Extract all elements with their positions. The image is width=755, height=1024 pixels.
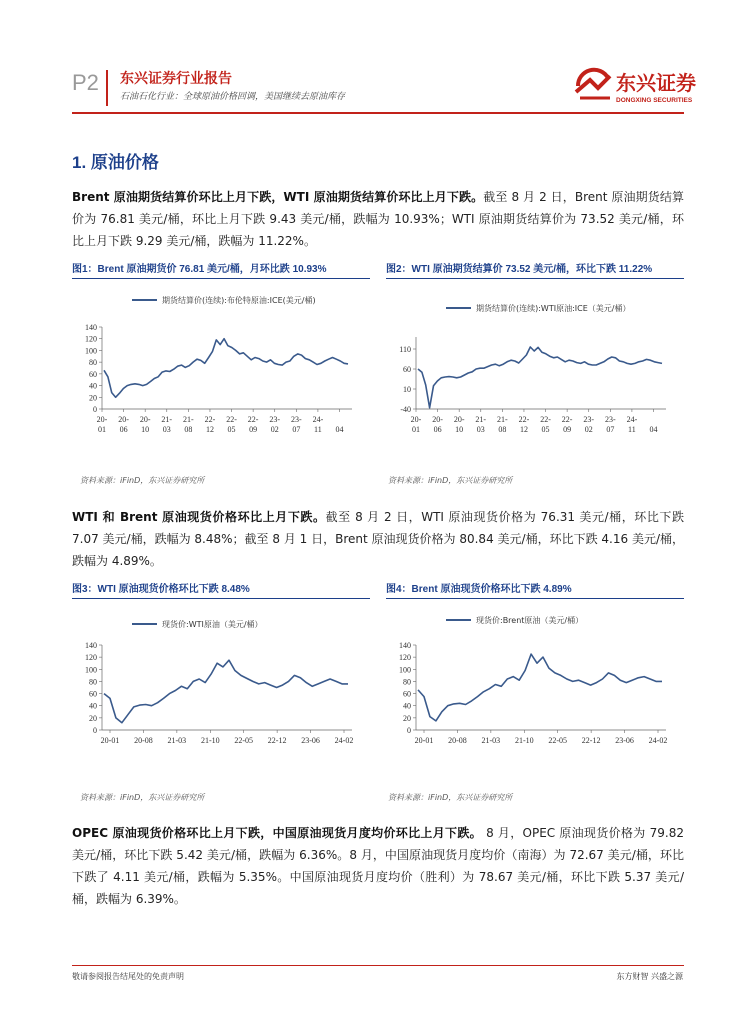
logo-mark-icon: [576, 70, 610, 98]
y-tick-label: 20: [89, 713, 97, 723]
paragraph-futures: [72, 186, 684, 252]
paragraph-opec-lead: OPEC 原油现货价格环比上月下跌，中国原油现货月度均价环比上月下跌。: [72, 826, 482, 840]
y-tick-label: 140: [85, 641, 97, 650]
figure-3-caption: 图3：WTI 原油现货价格环比下跌 8.48%: [72, 584, 250, 595]
y-tick-label: 100: [399, 665, 411, 675]
x-tick-label: 20-08: [134, 736, 153, 745]
y-tick-label: 110: [399, 345, 411, 354]
x-tick-label-month: 01: [98, 425, 106, 434]
x-tick-label-month: 01: [412, 425, 420, 434]
report-subtitle: 石油石化行业：全球原油价格回调，美国继续去原油库存: [120, 92, 346, 102]
x-tick-label: 22-05: [548, 736, 568, 745]
paragraph-opec: [72, 822, 684, 910]
y-tick-label: 140: [85, 323, 97, 332]
paragraph-spot-body: 截至 8 月 2 日，WTI 原油现货价格为 76.31 美元/桶，环比下跌 7.07 美元/桶，跌幅为 8.48%；截至 8 月 1 日，Brent 原油现货价格为 80.84 美元/桶，环比下跌 4.16 美元/桶，跌幅为 4.89%。: [72, 510, 684, 568]
x-tick-label-year: 22-: [226, 415, 237, 424]
x-tick-label-month: 03: [476, 425, 485, 434]
figure-4-source: 资料来源：iFinD，东兴证券研究所: [388, 793, 513, 802]
x-tick-label-month: 02: [584, 425, 593, 434]
figure-2-caption: 图2：WTI 原油期货结算价 73.52 美元/桶，环比下跌 11.22%: [386, 264, 653, 275]
figure-1-caption: 图1：Brent 原油期货价 76.81 美元/桶，月环比跌 10.93%: [72, 264, 327, 275]
x-tick-label-month: 11: [628, 425, 636, 434]
series-line: [104, 660, 348, 723]
y-tick-label: 60: [403, 365, 411, 374]
x-tick-label-month: 12: [519, 425, 528, 434]
x-tick-label: 20-01: [414, 736, 434, 745]
y-tick-label: 60: [89, 369, 97, 379]
chart-wti-futures: [386, 285, 684, 445]
y-tick-label: 60: [403, 689, 411, 699]
paragraph-opec-body: 8 月，OPEC 原油现货价格为 79.82 美元/桶，环比下跌 5.42 美元/桶，跌幅为 6.36%。8 月，中国原油现货月度均价（南海）为 72.67 美元/桶，环比下跌了 4.11 美元/桶，跌幅为 5.35%。中国原油现货月度均价（胜利）为 78.67 美元/桶，环比下跌 5.37 美元/桶，跌幅为 6.39%。: [72, 826, 685, 906]
x-tick-label-year: 22-: [518, 415, 530, 424]
y-tick-label: 60: [89, 689, 97, 699]
x-tick-label-month: 04: [649, 425, 658, 434]
x-tick-label-year: 20-: [432, 415, 443, 424]
figure-3-rule: [72, 598, 370, 599]
x-tick-label: 22-05: [234, 736, 254, 745]
figure-3-source: 资料来源：iFinD，东兴证券研究所: [80, 793, 205, 802]
series-line: [418, 654, 662, 721]
x-tick-label-year: 22-: [540, 415, 551, 424]
x-tick-label: 22-12: [581, 736, 601, 745]
x-tick-label-month: 03: [162, 425, 171, 434]
x-tick-label: 21-10: [200, 736, 220, 745]
y-tick-label: 40: [89, 381, 97, 391]
y-tick-label: 100: [85, 665, 97, 675]
y-tick-label: 20: [403, 713, 411, 723]
page-number: P2: [72, 70, 99, 95]
figure-1-rule: [72, 278, 370, 279]
x-tick-label-month: 06: [433, 425, 442, 434]
x-tick-label-year: 20-: [410, 415, 422, 424]
x-tick-label-month: 09: [249, 425, 258, 434]
x-tick-label-month: 11: [314, 425, 322, 434]
x-tick-label-month: 12: [205, 425, 214, 434]
x-tick-label-year: 21-: [183, 415, 194, 424]
x-tick-label-year: 22-: [247, 415, 259, 424]
x-tick-label-year: 20-: [139, 415, 151, 424]
x-tick-label-year: 23-: [604, 415, 616, 424]
y-tick-label: 120: [85, 653, 97, 663]
y-tick-label: 0: [93, 726, 97, 735]
x-tick-label: 21-03: [167, 736, 187, 745]
x-tick-label: 24-02: [648, 736, 668, 745]
x-tick-label: 20-08: [448, 736, 467, 745]
x-tick-label-year: 24-: [626, 415, 638, 424]
dongxing-logo: [570, 58, 720, 108]
x-tick-label-year: 20-: [453, 415, 465, 424]
logo-en: DONGXING SECURITIES: [616, 97, 693, 104]
x-tick-label-year: 24-: [312, 415, 324, 424]
x-tick-label-month: 07: [606, 425, 615, 434]
x-tick-label-year: 20-: [96, 415, 108, 424]
section-title: 1. 原油价格: [72, 153, 159, 172]
x-tick-label-year: 21-: [161, 415, 173, 424]
y-tick-label: 140: [399, 641, 411, 650]
legend-label: 期货结算价(连续):WTI原油:ICE（美元/桶）: [476, 304, 631, 313]
y-tick-label: 80: [89, 358, 97, 368]
figure-2-source: 资料来源：iFinD，东兴证券研究所: [388, 476, 513, 485]
figure-4-rule: [386, 598, 684, 599]
header-divider: [106, 70, 108, 106]
x-tick-label-year: 21-: [475, 415, 487, 424]
report-title: 东兴证券行业报告: [120, 71, 232, 87]
y-tick-label: 0: [93, 405, 97, 414]
x-tick-label-year: 23-: [269, 415, 281, 424]
y-tick-label: 120: [399, 653, 411, 663]
header-rule: [72, 112, 684, 114]
x-tick-label-month: 02: [270, 425, 279, 434]
legend-label: 现货价:WTI原油（美元/桶）: [162, 620, 263, 629]
x-tick-label-month: 10: [141, 425, 150, 434]
x-tick-label-year: 23-: [583, 415, 595, 424]
x-tick-label-year: 21-: [497, 415, 508, 424]
x-tick-label: 20-01: [100, 736, 120, 745]
series-line: [104, 339, 348, 398]
y-tick-label: 40: [89, 701, 97, 711]
x-tick-label-month: 06: [119, 425, 128, 434]
x-tick-label: 23-06: [301, 736, 320, 745]
footer-slogan: 东方财智 兴盛之源: [616, 972, 683, 981]
x-tick-label: 21-10: [514, 736, 534, 745]
y-tick-label: 40: [403, 701, 411, 711]
y-tick-label: 80: [89, 677, 97, 687]
footer-disclaimer[interactable]: 敬请参阅报告结尾处的免责声明: [72, 972, 184, 981]
x-tick-label-year: 22-: [561, 415, 573, 424]
figure-4-caption: 图4：Brent 原油现货价格环比下跌 4.89%: [386, 584, 572, 595]
x-tick-label: 24-02: [334, 736, 354, 745]
logo-cn: 东兴证券: [616, 71, 696, 95]
x-tick-label-month: 07: [292, 425, 301, 434]
x-tick-label-month: 08: [184, 425, 193, 434]
x-tick-label-year: 22-: [204, 415, 216, 424]
legend-label: 期货结算价(连续):布伦特原油:ICE(美元/桶): [162, 296, 316, 305]
paragraph-spot: [72, 506, 684, 572]
footer-rule: [72, 965, 684, 966]
y-tick-label: 20: [89, 393, 97, 403]
chart-wti-spot: [72, 605, 370, 755]
y-tick-label: 0: [407, 726, 411, 735]
x-tick-label: 22-12: [267, 736, 287, 745]
y-tick-label: 100: [85, 346, 97, 356]
y-tick-label: 10: [403, 385, 411, 394]
x-tick-label-year: 20-: [118, 415, 129, 424]
figure-1-source: 资料来源：iFinD，东兴证券研究所: [80, 476, 205, 485]
x-tick-label-month: 08: [498, 425, 507, 434]
chart-brent-spot: [386, 605, 684, 755]
x-tick-label-month: 09: [563, 425, 572, 434]
y-tick-label: 120: [85, 334, 97, 344]
x-tick-label: 23-06: [615, 736, 634, 745]
chart-brent-futures: [72, 285, 370, 445]
paragraph-futures-lead: Brent 原油期货结算价环比上月下跌，WTI 原油期货结算价环比上月下跌。: [72, 190, 484, 204]
legend-label: 现货价:Brent原油（美元/桶）: [476, 616, 584, 625]
figure-2-rule: [386, 278, 684, 279]
x-tick-label-month: 10: [455, 425, 464, 434]
paragraph-spot-lead: WTI 和 Brent 原油现货价格环比上月下跌。: [72, 510, 326, 524]
x-tick-label-month: 05: [227, 425, 236, 434]
x-tick-label-month: 04: [335, 425, 344, 434]
series-line: [418, 347, 662, 408]
x-tick-label-month: 05: [541, 425, 550, 434]
x-tick-label-year: 23-: [290, 415, 302, 424]
x-tick-label: 21-03: [481, 736, 501, 745]
y-tick-label: -40: [400, 405, 411, 414]
y-tick-label: 80: [403, 677, 411, 687]
paragraph-futures-body: 截至 8 月 2 日，Brent 原油期货结算价为 76.81 美元/桶，环比上月下跌 9.43 美元/桶，跌幅为 10.93%；WTI 原油期货结算价为 73.52 美元/桶，环比上月下跌 9.29 美元/桶，跌幅为 11.22%。: [72, 190, 684, 248]
